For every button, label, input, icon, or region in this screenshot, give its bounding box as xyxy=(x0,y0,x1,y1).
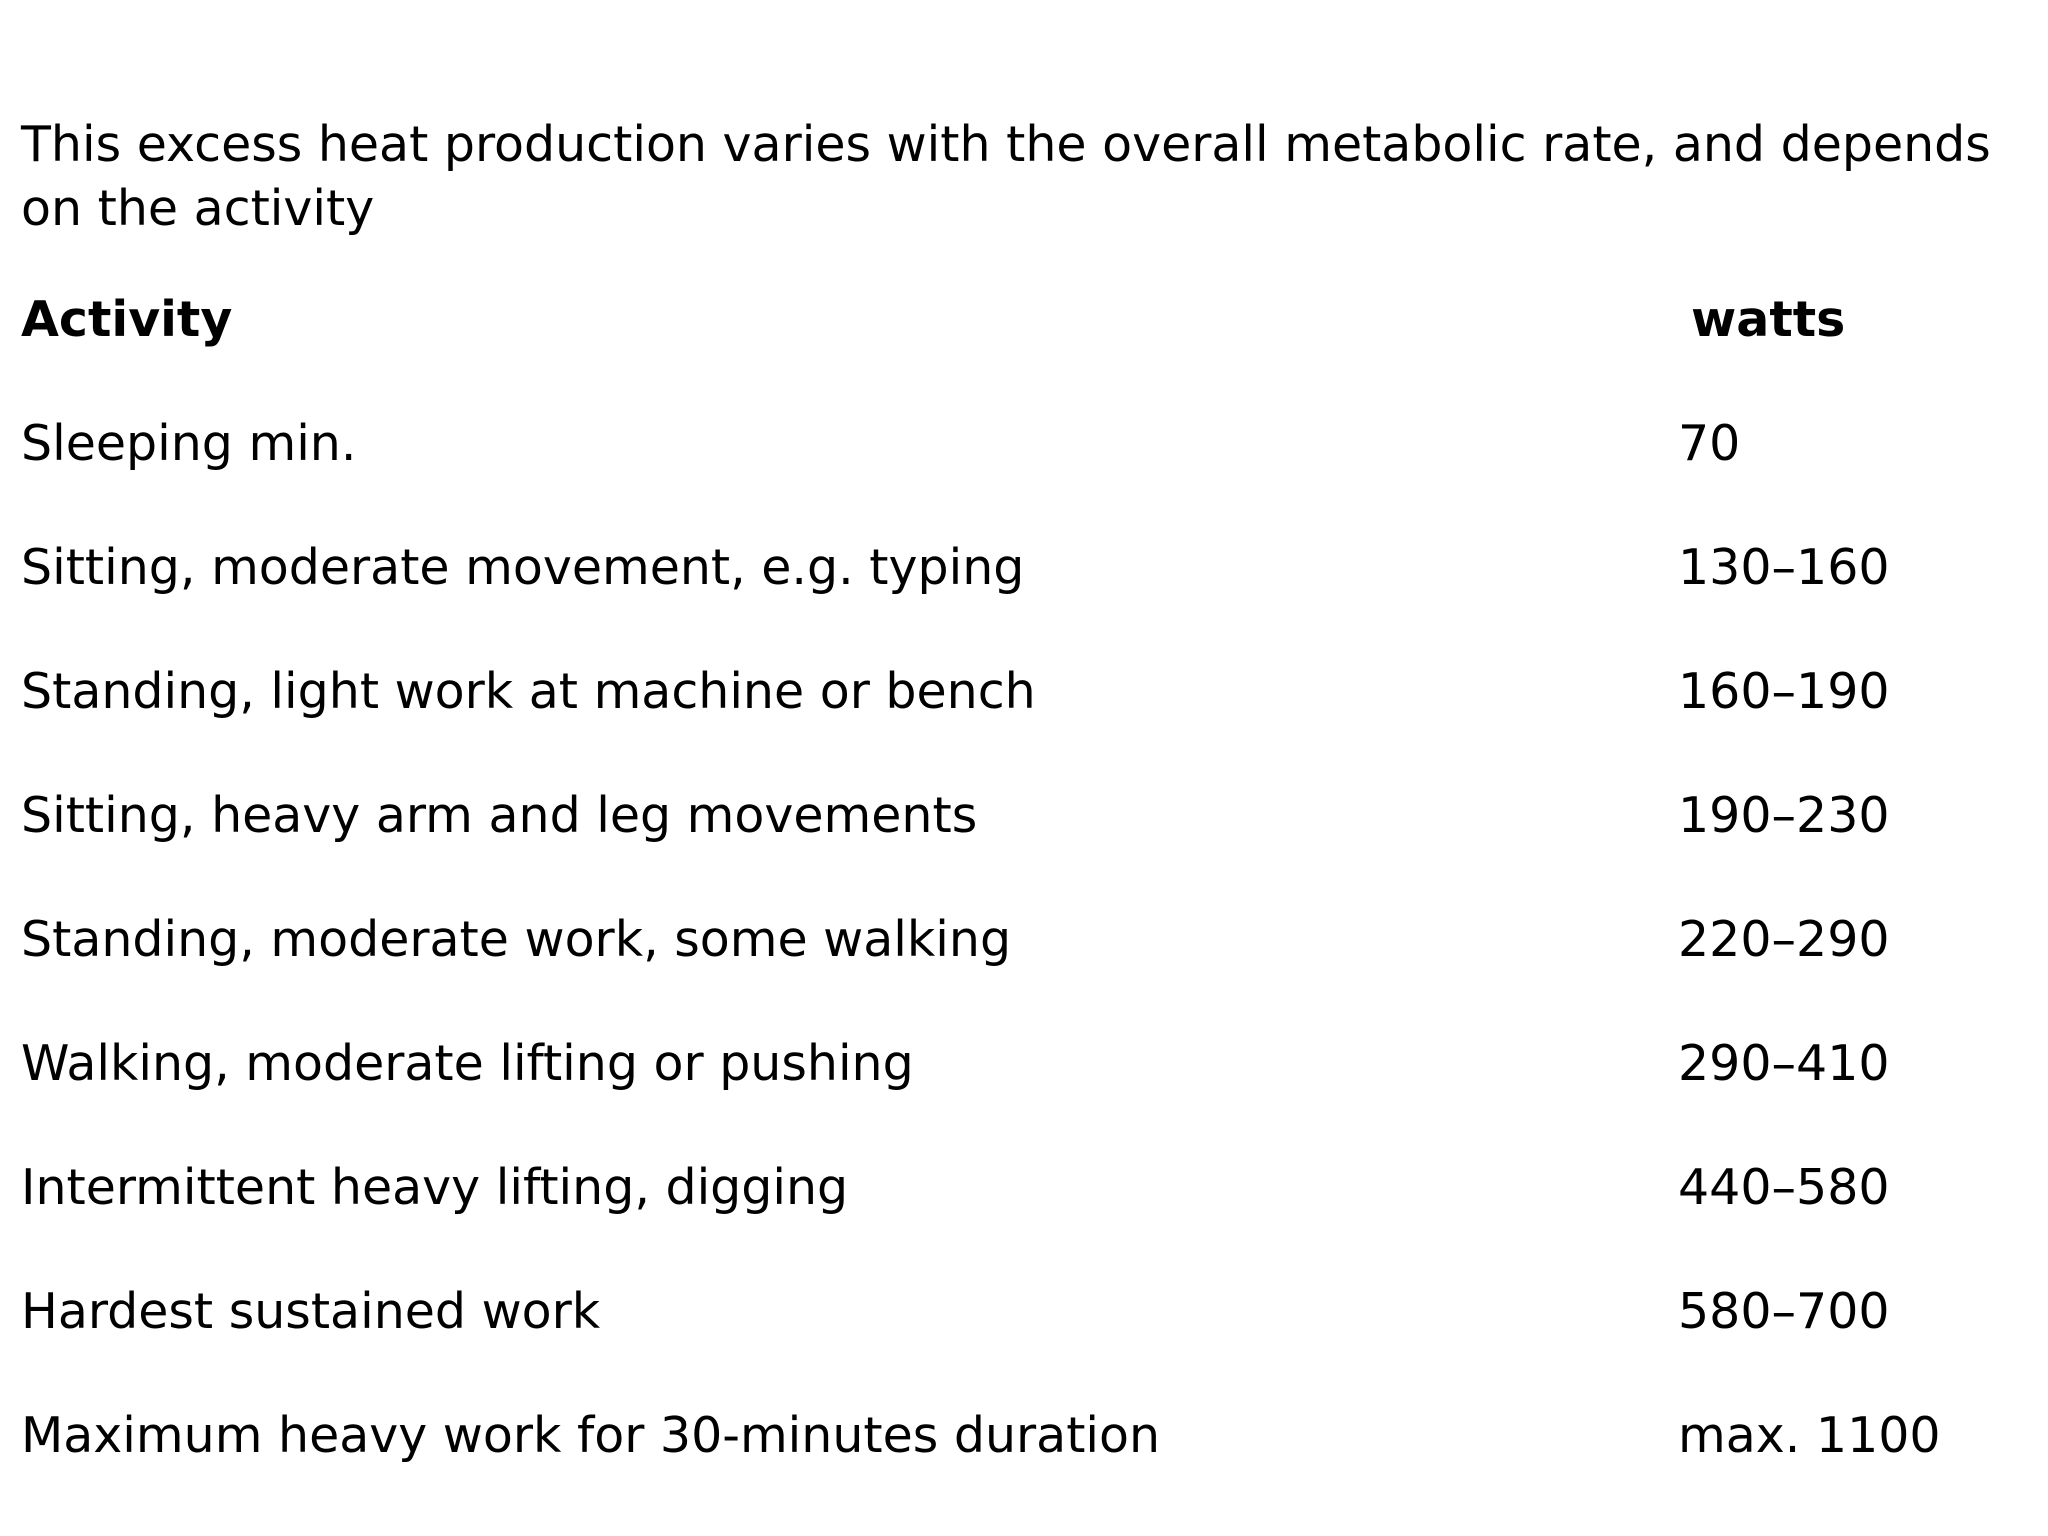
table-row xyxy=(21,1156,2011,1280)
header-watts: watts xyxy=(1691,291,1846,348)
activity-cell: Standing, light work at machine or bench xyxy=(21,663,1036,720)
watts-cell: max. 1100 xyxy=(1678,1407,1941,1464)
table-row xyxy=(21,784,2011,908)
table-row xyxy=(21,1280,2011,1404)
table-row xyxy=(21,412,2011,536)
activity-cell: Sleeping min. xyxy=(21,415,357,472)
activity-cell: Sitting, heavy arm and leg movements xyxy=(21,787,978,844)
table-row xyxy=(21,1032,2011,1156)
watts-cell: 580–700 xyxy=(1678,1283,1890,1340)
watts-cell: 290–410 xyxy=(1678,1035,1890,1092)
header-activity: Activity xyxy=(21,291,233,348)
activity-cell: Walking, moderate lifting or pushing xyxy=(21,1035,914,1092)
watts-cell: 440–580 xyxy=(1678,1159,1890,1216)
table-row xyxy=(21,908,2011,1032)
activity-watts-table xyxy=(21,288,2011,1528)
table-row xyxy=(21,536,2011,660)
table-row xyxy=(21,1404,2011,1528)
activity-cell: Hardest sustained work xyxy=(21,1283,601,1340)
watts-cell: 70 xyxy=(1678,415,1741,472)
watts-cell: 190–230 xyxy=(1678,787,1890,844)
activity-cell: Maximum heavy work for 30-minutes duration xyxy=(21,1407,1161,1464)
activity-cell: Sitting, moderate movement, e.g. typing xyxy=(21,539,1025,596)
table-row xyxy=(21,660,2011,784)
table-header-row xyxy=(21,288,2011,412)
watts-cell: 220–290 xyxy=(1678,911,1890,968)
watts-cell: 130–160 xyxy=(1678,539,1890,596)
intro-paragraph: This excess heat production varies with the overall metabolic rate, and depends on the activity xyxy=(21,116,1991,237)
activity-cell: Standing, moderate work, some walking xyxy=(21,911,1012,968)
watts-cell: 160–190 xyxy=(1678,663,1890,720)
activity-cell: Intermittent heavy lifting, digging xyxy=(21,1159,849,1216)
